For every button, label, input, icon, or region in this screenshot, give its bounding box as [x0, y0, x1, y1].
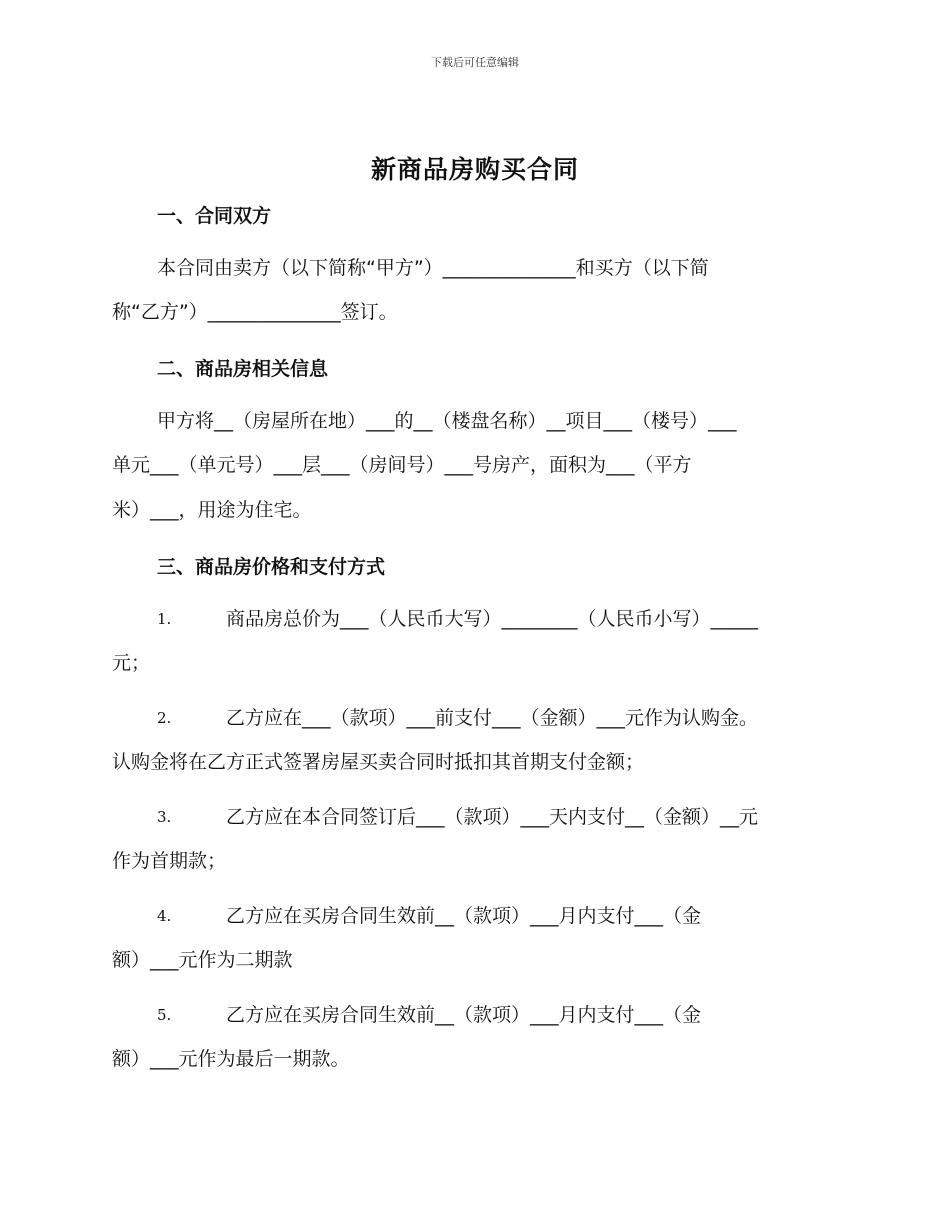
list-item-text: 乙方应在买房合同生效前__（款项）___月内支付___（金 — [226, 1004, 702, 1026]
paragraph-line: 本合同由卖方（以下简称“甲方”）______________和买方（以下简 — [157, 257, 709, 279]
list-item-text: 额）___元作为二期款 — [112, 949, 293, 971]
list-item-number: 2. — [157, 709, 172, 727]
list-item-number: 4. — [157, 907, 172, 925]
list-item-text: 商品房总价为___（人民币大写）________（人民币小写）_____ — [226, 608, 759, 630]
list-item-text: 作为首期款； — [112, 850, 227, 872]
list-item-text: 乙方应在本合同签订后___（款项）___天内支付__（金额）__元 — [226, 806, 759, 828]
paragraph-line: 米）___，用途为住宅。 — [112, 499, 312, 521]
list-item-number: 3. — [157, 808, 172, 826]
section-heading-property-info: 二、商品房相关信息 — [157, 358, 329, 380]
paragraph-line: 甲方将__（房屋所在地）___的__（楼盘名称）__项目___（楼号）___ — [157, 410, 737, 432]
section-heading-price-payment: 三、商品房价格和支付方式 — [157, 556, 386, 578]
page-title: 新商品房购买合同 — [370, 155, 579, 184]
list-item-text: 乙方应在___（款项）___前支付___（金额）___元作为认购金。 — [226, 707, 759, 729]
list-item-text: 认购金将在乙方正式签署房屋买卖合同时抵扣其首期支付金额； — [112, 751, 645, 773]
section-heading-parties: 一、合同双方 — [157, 205, 272, 227]
list-item-text: 额）___元作为最后一期款。 — [112, 1048, 350, 1070]
list-item-text: 元； — [112, 652, 151, 674]
list-item-number: 5. — [157, 1006, 172, 1024]
paragraph-line: 称“乙方”）______________签订。 — [112, 301, 398, 323]
header-note: 下载后可任意编辑 — [431, 56, 519, 69]
paragraph-line: 单元___（单元号）___层___（房间号）___号房产，面积为___（平方 — [112, 454, 692, 476]
list-item-text: 乙方应在买房合同生效前__（款项）___月内支付___（金 — [226, 905, 702, 927]
list-item-number: 1. — [157, 610, 172, 628]
